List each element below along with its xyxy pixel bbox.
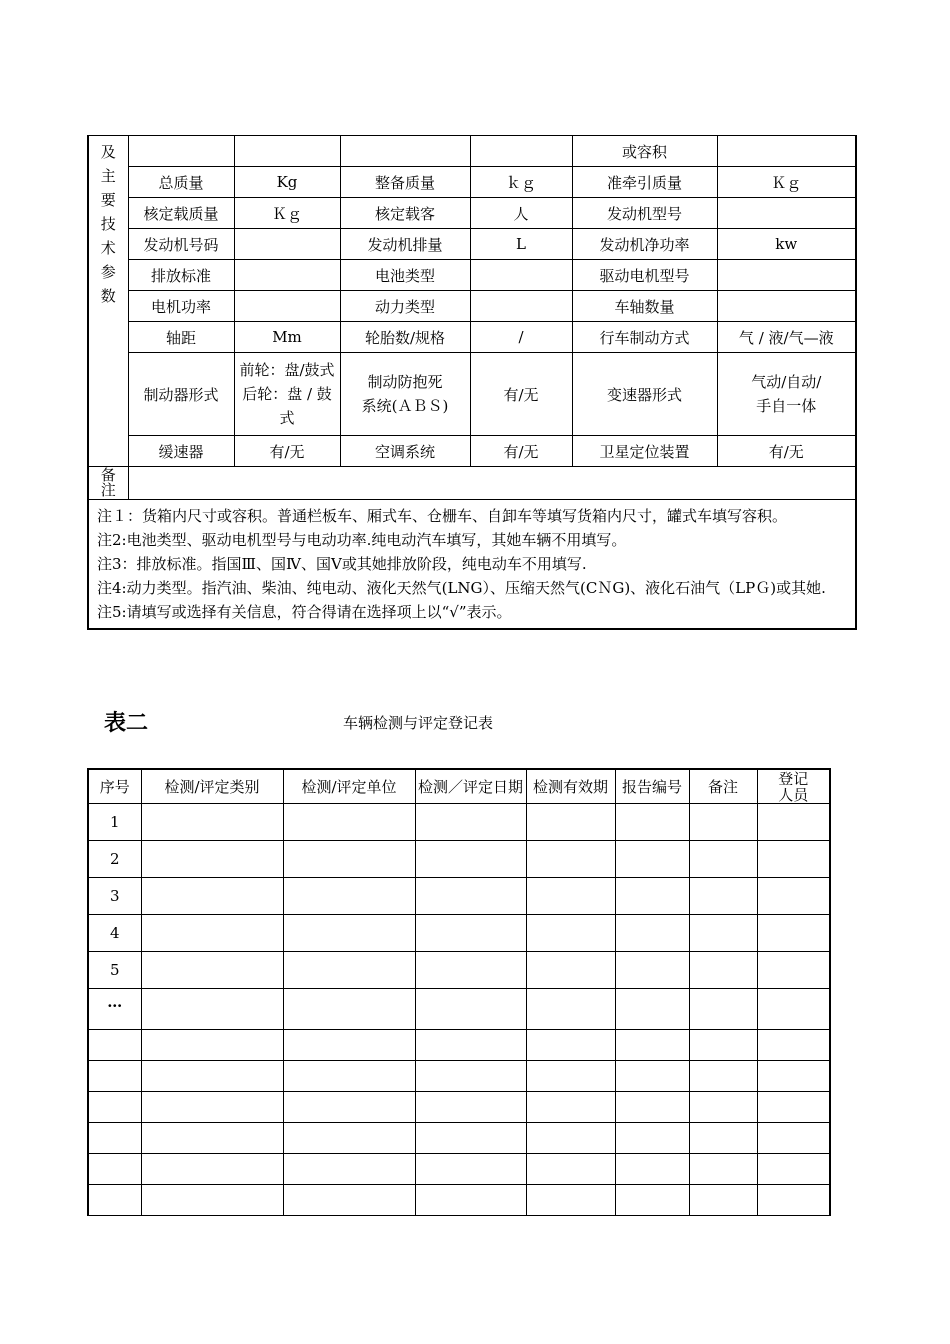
table-cell: [526, 952, 615, 989]
table-row: [88, 915, 830, 952]
param-cell: 有/无: [470, 436, 572, 467]
table-row: [88, 804, 830, 841]
table-cell: [615, 952, 689, 989]
table-cell: [415, 1123, 526, 1154]
table-cell: [689, 915, 757, 952]
param-cell: 发动机型号: [572, 198, 717, 229]
param-cell: 有/无: [717, 436, 856, 467]
table-cell: [526, 804, 615, 841]
param-row: [88, 322, 856, 353]
param-cell: [470, 260, 572, 291]
table-cell: [526, 1030, 615, 1061]
param-cell: [340, 136, 470, 167]
table-cell: [689, 1123, 757, 1154]
note-line: 注4:动力类型。指汽油、柴油、纯电动、液化天然气(LNG）、压缩天然气(CＮG)、液化石油气（LPＧ)或其她.: [97, 579, 826, 597]
remark-row: [88, 467, 856, 500]
param-cell: 卫星定位装置: [572, 436, 717, 467]
table-cell: [526, 989, 615, 1030]
table-cell: [415, 1061, 526, 1092]
table-row: [88, 841, 830, 878]
param-cell: 发动机净功率: [572, 229, 717, 260]
column-header: 登记人员: [757, 769, 830, 804]
table-cell: [689, 804, 757, 841]
table-cell: [141, 952, 283, 989]
vehicle-parameters-table: [87, 135, 857, 630]
table-cell: [689, 1154, 757, 1185]
table-cell: [141, 1092, 283, 1123]
table-row: [88, 878, 830, 915]
table-cell: [415, 1185, 526, 1216]
column-header: 序号: [88, 769, 141, 804]
param-cell: 发动机排量: [340, 229, 470, 260]
row-number: [88, 1154, 141, 1185]
row-number: …: [88, 989, 141, 1030]
table-cell: [757, 1154, 830, 1185]
table-cell: [615, 989, 689, 1030]
table-cell: [415, 841, 526, 878]
table-cell: [757, 804, 830, 841]
row-number: [88, 1061, 141, 1092]
header-row: [88, 769, 830, 804]
table-cell: [526, 1092, 615, 1123]
param-cell: 核定载客: [340, 198, 470, 229]
param-cell: [234, 291, 340, 322]
param-cell: 制动器形式: [128, 353, 234, 436]
table-cell: [141, 915, 283, 952]
note-line: 注2:电池类型、驱动电机型号与电动功率.纯电动汽车填写，其她车辆不用填写。: [97, 531, 627, 549]
table-cell: [283, 1123, 415, 1154]
table-cell: [689, 1092, 757, 1123]
table-cell: [615, 915, 689, 952]
cell-line: 前轮：盘/鼓式: [239, 361, 335, 379]
param-cell: ｋｇ: [470, 167, 572, 198]
param-cell: 电池类型: [340, 260, 470, 291]
param-cell: 准牵引质量: [572, 167, 717, 198]
param-cell: 有/无: [470, 353, 572, 436]
table-cell: [757, 1061, 830, 1092]
row-number: [88, 1123, 141, 1154]
param-cell: [128, 136, 234, 167]
param-cell: [470, 136, 572, 167]
param-cell: 行车制动方式: [572, 322, 717, 353]
table-cell: [283, 841, 415, 878]
param-cell: 动力类型: [340, 291, 470, 322]
table-row: [88, 1092, 830, 1123]
table-cell: [141, 1123, 283, 1154]
table-cell: [526, 1123, 615, 1154]
table-cell: [615, 1123, 689, 1154]
param-cell: 有/无: [234, 436, 340, 467]
side-label: [88, 136, 128, 467]
table-cell: [757, 952, 830, 989]
param-cell: 人: [470, 198, 572, 229]
side-label-char: 及: [100, 143, 116, 161]
param-cell: [234, 260, 340, 291]
column-header: 检测／评定日期: [415, 769, 526, 804]
table-cell: [526, 1061, 615, 1092]
table-cell: [141, 1061, 283, 1092]
table-cell: [283, 1185, 415, 1216]
param-cell: 气 / 液/气—液: [717, 322, 856, 353]
param-cell: 空调系统: [340, 436, 470, 467]
param-row: [88, 291, 856, 322]
param-row: [88, 136, 856, 167]
param-row: [88, 353, 856, 436]
table-cell: [689, 1061, 757, 1092]
row-number: [88, 1185, 141, 1216]
table-cell: [283, 1030, 415, 1061]
param-cell: 驱动电机型号: [572, 260, 717, 291]
table-cell: [615, 841, 689, 878]
side-label-char: 要: [100, 191, 116, 209]
param-cell: [717, 291, 856, 322]
notes-row: [88, 500, 856, 630]
table-cell: [757, 915, 830, 952]
table-row: [88, 1154, 830, 1185]
table-cell: [689, 952, 757, 989]
table-cell: [415, 1092, 526, 1123]
table-cell: [141, 1030, 283, 1061]
table-cell: [283, 1092, 415, 1123]
table-row: [88, 1123, 830, 1154]
table-cell: [757, 1123, 830, 1154]
notes-cell: [88, 500, 856, 630]
table-cell: [689, 989, 757, 1030]
remark-value: [128, 467, 856, 500]
table-cell: [689, 841, 757, 878]
table-cell: [526, 1185, 615, 1216]
inspection-record-table: [87, 768, 831, 1216]
param-cell: 轴距: [128, 322, 234, 353]
table-cell: [757, 878, 830, 915]
table-cell: [757, 1092, 830, 1123]
param-cell: [234, 229, 340, 260]
side-label-char: 技: [100, 215, 116, 233]
table-row: [88, 989, 830, 1030]
row-number: 3: [88, 878, 141, 915]
table-cell: [415, 1154, 526, 1185]
table-cell: [615, 1030, 689, 1061]
table-cell: [141, 841, 283, 878]
table-cell: [615, 1185, 689, 1216]
note-line: 注5:请填写或选择有关信息，符合得请在选择项上以“√”表示。: [97, 603, 512, 621]
row-number: 2: [88, 841, 141, 878]
param-cell: L: [470, 229, 572, 260]
table-cell: [283, 915, 415, 952]
brake-type-value: [234, 353, 340, 436]
table-cell: [526, 915, 615, 952]
param-cell: Ｋｇ: [234, 198, 340, 229]
table-cell: [283, 1061, 415, 1092]
table-cell: [283, 952, 415, 989]
cell-line: 后轮：盘 / 鼓: [242, 385, 332, 403]
table-cell: [757, 841, 830, 878]
param-row: [88, 260, 856, 291]
table-row: [88, 952, 830, 989]
param-row: [88, 436, 856, 467]
param-row: [88, 167, 856, 198]
param-cell: 发动机号码: [128, 229, 234, 260]
table-cell: [526, 841, 615, 878]
table-cell: [141, 1154, 283, 1185]
table-cell: [615, 1092, 689, 1123]
row-number: [88, 1092, 141, 1123]
column-header: 报告编号: [615, 769, 689, 804]
table-cell: [689, 878, 757, 915]
param-cell: 车轴数量: [572, 291, 717, 322]
cell-line: 手自一体: [756, 397, 817, 415]
param-cell: 缓速器: [128, 436, 234, 467]
table-cell: [415, 878, 526, 915]
table-cell: [615, 1061, 689, 1092]
remark-label-char: 备: [100, 466, 116, 484]
table-title: 车辆检测与评定登记表: [343, 714, 494, 732]
column-header: 检测/评定单位: [283, 769, 415, 804]
note-line: 注１：货箱内尺寸或容积。普通栏板车、厢式车、仓栅车、自卸车等填写货箱内尺寸，罐式车填写容积。: [97, 507, 788, 525]
table-cell: [615, 804, 689, 841]
cell-line: 制动防抱死: [367, 373, 443, 391]
param-cell: 排放标准: [128, 260, 234, 291]
side-label-char: 参: [100, 263, 116, 281]
table-cell: [615, 1154, 689, 1185]
side-label-char: 术: [100, 239, 116, 257]
table-cell: [283, 804, 415, 841]
table-cell: [689, 1185, 757, 1216]
remark-label-char: 注: [100, 481, 116, 499]
table-cell: [689, 1030, 757, 1061]
table-row: [88, 1061, 830, 1092]
table-cell: [283, 878, 415, 915]
param-cell: 核定载质量: [128, 198, 234, 229]
cell-line: 系统(ＡＢＳ): [361, 397, 449, 415]
table-row: [88, 1185, 830, 1216]
table-cell: [141, 1185, 283, 1216]
param-cell: 变速器形式: [572, 353, 717, 436]
row-number: [88, 1030, 141, 1061]
note-line: 注3：排放标准。指国Ⅲ、国Ⅳ、国Ⅴ或其她排放阶段，纯电动车不用填写.: [97, 555, 587, 573]
param-cell: [470, 291, 572, 322]
column-header: 备注: [689, 769, 757, 804]
param-cell: kw: [717, 229, 856, 260]
table-cell: [757, 1185, 830, 1216]
gearbox-value: [717, 353, 856, 436]
param-cell: 电机功率: [128, 291, 234, 322]
column-header: 检测/评定类别: [141, 769, 283, 804]
param-row: [88, 198, 856, 229]
table-cell: [757, 1030, 830, 1061]
row-number: 4: [88, 915, 141, 952]
cell-line: 气动/自动/: [751, 373, 822, 391]
param-cell: Mm: [234, 322, 340, 353]
row-number: 5: [88, 952, 141, 989]
table-cell: [283, 1154, 415, 1185]
abs-label: [340, 353, 470, 436]
table-cell: [615, 878, 689, 915]
table-cell: [526, 878, 615, 915]
param-cell: 整备质量: [340, 167, 470, 198]
param-cell: [717, 136, 856, 167]
cell-line: 式: [279, 409, 295, 427]
table-cell: [141, 989, 283, 1030]
table-cell: [141, 804, 283, 841]
table-cell: [526, 1154, 615, 1185]
param-cell: [717, 260, 856, 291]
param-cell: Ｋｇ: [717, 167, 856, 198]
row-number: 1: [88, 804, 141, 841]
table-cell: [415, 804, 526, 841]
section-label: 表二: [104, 711, 149, 736]
param-cell: [717, 198, 856, 229]
table-cell: [415, 952, 526, 989]
table-cell: [757, 989, 830, 1030]
param-cell: Kg: [234, 167, 340, 198]
param-cell: [234, 136, 340, 167]
table-cell: [283, 989, 415, 1030]
param-cell: 或容积: [572, 136, 717, 167]
table-row: [88, 1030, 830, 1061]
table-cell: [141, 878, 283, 915]
table-cell: [415, 915, 526, 952]
column-header: 检测有效期: [526, 769, 615, 804]
param-cell: 总质量: [128, 167, 234, 198]
table-cell: [415, 1030, 526, 1061]
param-cell: 轮胎数/规格: [340, 322, 470, 353]
side-label-char: 主: [100, 167, 116, 185]
param-cell: /: [470, 322, 572, 353]
side-label-char: 数: [100, 287, 116, 305]
remark-label: [88, 467, 128, 500]
table-cell: [415, 989, 526, 1030]
param-row: [88, 229, 856, 260]
